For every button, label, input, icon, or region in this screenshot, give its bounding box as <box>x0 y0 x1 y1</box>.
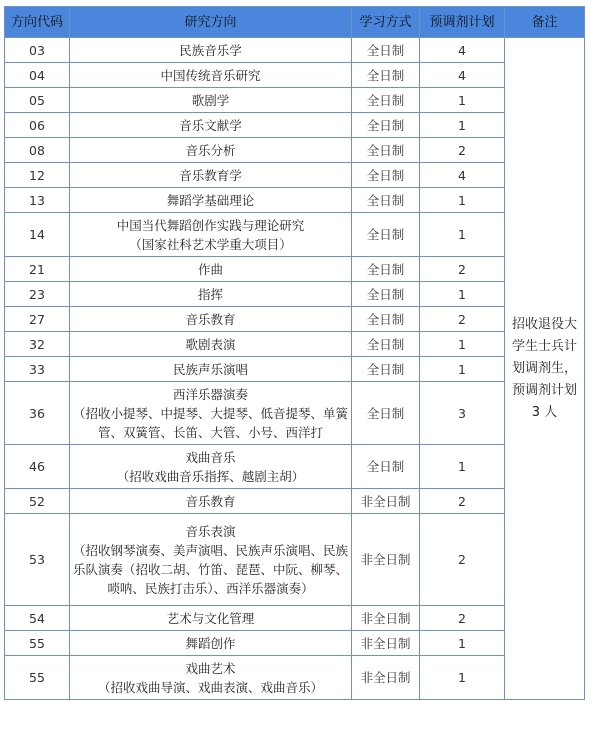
plan-cell: 1 <box>420 213 505 257</box>
plan-cell: 1 <box>420 631 505 656</box>
table-row <box>5 88 585 113</box>
mode-cell: 全日制 <box>352 63 420 88</box>
plan-cell: 4 <box>420 163 505 188</box>
direction-detail: （招收钢琴演奏、美声演唱、民族声乐演唱、民族乐队演奏（招收二胡、竹笛、琵琶、中阮、柳琴、唢呐、民族打击乐）、西洋乐器演奏） <box>73 542 349 596</box>
code-cell: 55 <box>5 656 70 700</box>
direction-cell: 民族声乐演唱 <box>70 357 352 382</box>
plan-cell: 1 <box>420 113 505 138</box>
plan-cell: 2 <box>420 257 505 282</box>
direction-cell: 歌剧表演 <box>70 332 352 357</box>
mode-cell: 全日制 <box>352 307 420 332</box>
mode-cell: 全日制 <box>352 163 420 188</box>
header-plan: 预调剂计划 <box>420 7 505 38</box>
table-row <box>5 113 585 138</box>
plan-cell: 2 <box>420 489 505 514</box>
direction-cell: 音乐教育 <box>70 307 352 332</box>
direction-title: 戏曲音乐 <box>185 449 236 465</box>
direction-cell: 音乐文献学 <box>70 113 352 138</box>
code-cell: 33 <box>5 357 70 382</box>
mode-cell: 全日制 <box>352 88 420 113</box>
plan-cell: 1 <box>420 445 505 489</box>
mode-cell: 全日制 <box>352 113 420 138</box>
plan-cell: 1 <box>420 332 505 357</box>
header-mode: 学习方式 <box>352 7 420 38</box>
table-row <box>5 332 585 357</box>
admission-table <box>4 6 585 700</box>
code-cell: 52 <box>5 489 70 514</box>
direction-title: 西洋乐器演奏 <box>172 386 248 402</box>
code-cell: 32 <box>5 332 70 357</box>
plan-cell: 1 <box>420 282 505 307</box>
code-cell: 27 <box>5 307 70 332</box>
direction-cell: 民族音乐学 <box>70 38 352 63</box>
table-row <box>5 445 585 489</box>
direction-cell <box>70 445 352 489</box>
mode-cell: 全日制 <box>352 282 420 307</box>
mode-cell: 全日制 <box>352 445 420 489</box>
mode-cell: 非全日制 <box>352 489 420 514</box>
plan-cell: 4 <box>420 63 505 88</box>
direction-cell: 歌剧学 <box>70 88 352 113</box>
mode-cell: 非全日制 <box>352 631 420 656</box>
direction-detail: （招收戏曲导演、戏曲表演、戏曲音乐） <box>97 679 323 695</box>
plan-cell: 1 <box>420 357 505 382</box>
direction-detail: （招收小提琴、中提琴、大提琴、低音提琴、单簧管、双簧管、长笛、大管、小号、西洋打 <box>73 405 349 440</box>
direction-cell: 指挥 <box>70 282 352 307</box>
table-row <box>5 357 585 382</box>
header-direction: 研究方向 <box>70 7 352 38</box>
code-cell: 06 <box>5 113 70 138</box>
table-row <box>5 138 585 163</box>
direction-cell <box>70 514 352 606</box>
code-cell: 04 <box>5 63 70 88</box>
direction-title: 中国当代舞蹈创作实践与理论研究 <box>116 217 305 233</box>
direction-cell <box>70 656 352 700</box>
code-cell: 12 <box>5 163 70 188</box>
mode-cell: 全日制 <box>352 213 420 257</box>
code-cell: 54 <box>5 606 70 631</box>
direction-cell: 音乐教育学 <box>70 163 352 188</box>
table-row <box>5 307 585 332</box>
plan-cell: 3 <box>420 382 505 445</box>
table-row <box>5 631 585 656</box>
code-cell: 55 <box>5 631 70 656</box>
mode-cell: 全日制 <box>352 382 420 445</box>
code-cell: 21 <box>5 257 70 282</box>
plan-cell: 2 <box>420 307 505 332</box>
mode-cell: 非全日制 <box>352 656 420 700</box>
plan-cell: 2 <box>420 606 505 631</box>
header-row <box>5 7 585 38</box>
table-row <box>5 38 585 63</box>
code-cell: 08 <box>5 138 70 163</box>
mode-cell: 全日制 <box>352 257 420 282</box>
table-row <box>5 656 585 700</box>
plan-cell: 2 <box>420 514 505 606</box>
table-row <box>5 257 585 282</box>
direction-title: 音乐表演 <box>185 523 236 539</box>
table-row <box>5 606 585 631</box>
code-cell: 46 <box>5 445 70 489</box>
table-row <box>5 163 585 188</box>
direction-cell: 舞蹈学基础理论 <box>70 188 352 213</box>
mode-cell: 非全日制 <box>352 514 420 606</box>
mode-cell: 全日制 <box>352 357 420 382</box>
mode-cell: 全日制 <box>352 332 420 357</box>
plan-cell: 4 <box>420 38 505 63</box>
code-cell: 53 <box>5 514 70 606</box>
table-row <box>5 188 585 213</box>
direction-detail: （招收戏曲音乐指挥、越剧主胡） <box>116 468 305 484</box>
plan-cell: 2 <box>420 138 505 163</box>
mode-cell: 全日制 <box>352 188 420 213</box>
plan-cell: 1 <box>420 656 505 700</box>
direction-cell: 音乐教育 <box>70 489 352 514</box>
code-cell: 36 <box>5 382 70 445</box>
table-row <box>5 213 585 257</box>
code-cell: 14 <box>5 213 70 257</box>
direction-cell <box>70 213 352 257</box>
table-row <box>5 282 585 307</box>
table-row <box>5 489 585 514</box>
direction-cell: 作曲 <box>70 257 352 282</box>
code-cell: 05 <box>5 88 70 113</box>
plan-cell: 1 <box>420 188 505 213</box>
header-code: 方向代码 <box>5 7 70 38</box>
direction-cell: 音乐分析 <box>70 138 352 163</box>
mode-cell: 非全日制 <box>352 606 420 631</box>
mode-cell: 全日制 <box>352 138 420 163</box>
direction-cell: 舞蹈创作 <box>70 631 352 656</box>
code-cell: 23 <box>5 282 70 307</box>
direction-cell <box>70 382 352 445</box>
direction-cell: 中国传统音乐研究 <box>70 63 352 88</box>
code-cell: 13 <box>5 188 70 213</box>
code-cell: 03 <box>5 38 70 63</box>
table-row <box>5 63 585 88</box>
direction-detail: （国家社科艺术学重大项目） <box>129 236 292 252</box>
mode-cell: 全日制 <box>352 38 420 63</box>
table-row <box>5 382 585 445</box>
table-row <box>5 514 585 606</box>
direction-title: 戏曲艺术 <box>185 660 236 676</box>
direction-cell: 艺术与文化管理 <box>70 606 352 631</box>
header-note: 备注 <box>505 7 585 38</box>
note-cell: 招收退役大学生士兵计划调剂生，预调剂计划 3 人 <box>505 38 585 700</box>
plan-cell: 1 <box>420 88 505 113</box>
